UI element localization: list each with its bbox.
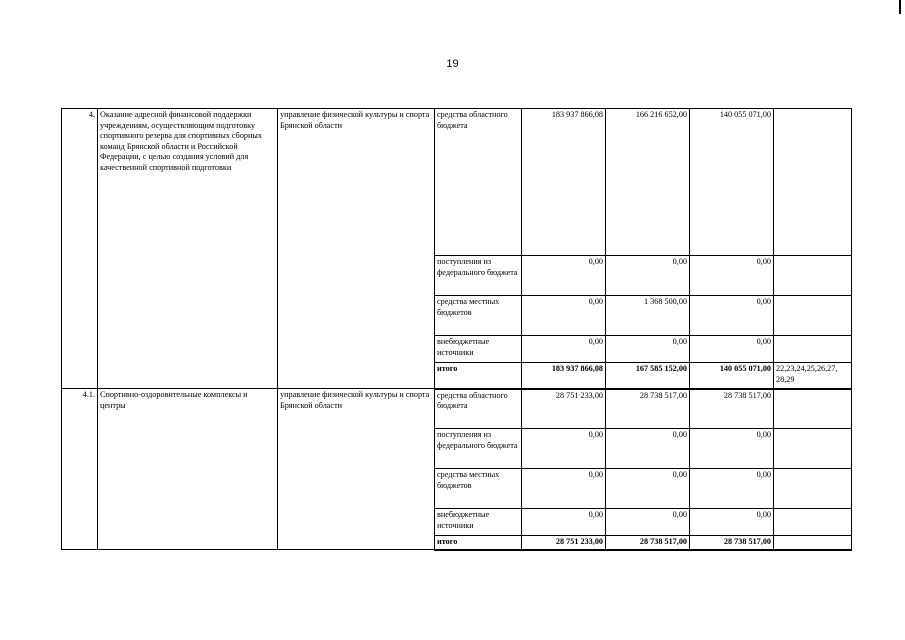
value-cell: 0,00 [690, 296, 774, 336]
funding-source: внебюджетные источники [435, 509, 522, 536]
value-cell: 28 751 233,00 [522, 389, 606, 429]
value-cell: 166 216 652,00 [606, 109, 690, 256]
funding-source: средства местных бюджетов [435, 469, 522, 509]
value-cell: 0,00 [522, 296, 606, 336]
value-cell: 28 751 233,00 [522, 536, 606, 550]
indicator-cell [774, 256, 852, 296]
value-cell: 0,00 [690, 429, 774, 469]
value-cell: 0,00 [522, 429, 606, 469]
value-cell: 0,00 [690, 256, 774, 296]
indicator-cell [774, 536, 852, 550]
section-executor: управление физической культуры и спорта Брянской области [278, 389, 435, 550]
funding-source: внебюджетные источники [435, 336, 522, 363]
value-cell: 0,00 [606, 509, 690, 536]
value-cell: 28 738 517,00 [690, 389, 774, 429]
value-cell: 0,00 [606, 429, 690, 469]
value-cell: 0,00 [522, 469, 606, 509]
value-cell: 0,00 [690, 469, 774, 509]
indicator-cell [774, 109, 852, 256]
funding-source: поступления из федерального бюджета [435, 429, 522, 469]
value-cell: 0,00 [522, 336, 606, 363]
funding-source: итого [435, 363, 522, 389]
indicator-cell [774, 336, 852, 363]
value-cell: 1 368 500,00 [606, 296, 690, 336]
budget-table [61, 108, 852, 551]
value-cell: 28 738 517,00 [606, 389, 690, 429]
section-name: Оказание адресной финансовой поддержки учреждениям, осуществляющим подготовку спортивного резерва для спортивных сборных команд Брянской области и Российской Федерации, с целью создания условий для качественной спортивной подготовки [98, 109, 278, 389]
table-row [62, 389, 852, 429]
value-cell: 183 937 866,08 [522, 109, 606, 256]
funding-source: средства областного бюджета [435, 389, 522, 429]
section-name: Спортивно-оздоровительные комплексы и центры [98, 389, 278, 550]
funding-source: средства местных бюджетов [435, 296, 522, 336]
edge-mark [899, 0, 901, 14]
value-cell: 28 738 517,00 [606, 536, 690, 550]
funding-source: поступления из федерального бюджета [435, 256, 522, 296]
value-cell: 0,00 [522, 256, 606, 296]
value-cell: 0,00 [606, 336, 690, 363]
value-cell: 0,00 [606, 469, 690, 509]
value-cell: 0,00 [690, 509, 774, 536]
section-index: 4.1. [62, 389, 98, 550]
value-cell: 0,00 [690, 336, 774, 363]
value-cell: 140 055 071,00 [690, 109, 774, 256]
indicator-cell: 22,23,24,25,26,27, 28,29 [774, 363, 852, 389]
value-cell: 140 055 071,00 [690, 363, 774, 389]
section-index: 4. [62, 109, 98, 389]
indicator-cell [774, 429, 852, 469]
indicator-cell [774, 469, 852, 509]
value-cell: 0,00 [606, 256, 690, 296]
indicator-cell [774, 296, 852, 336]
value-cell: 183 937 866,08 [522, 363, 606, 389]
section-executor: управление физической культуры и спорта Брянской области [278, 109, 435, 389]
indicator-cell [774, 389, 852, 429]
funding-source: итого [435, 536, 522, 550]
value-cell: 28 738 517,00 [690, 536, 774, 550]
indicator-cell [774, 509, 852, 536]
value-cell: 0,00 [522, 509, 606, 536]
value-cell: 167 585 152,00 [606, 363, 690, 389]
funding-source: средства областного бюджета [435, 109, 522, 256]
table-row [62, 109, 852, 256]
page-number: 19 [446, 58, 459, 70]
